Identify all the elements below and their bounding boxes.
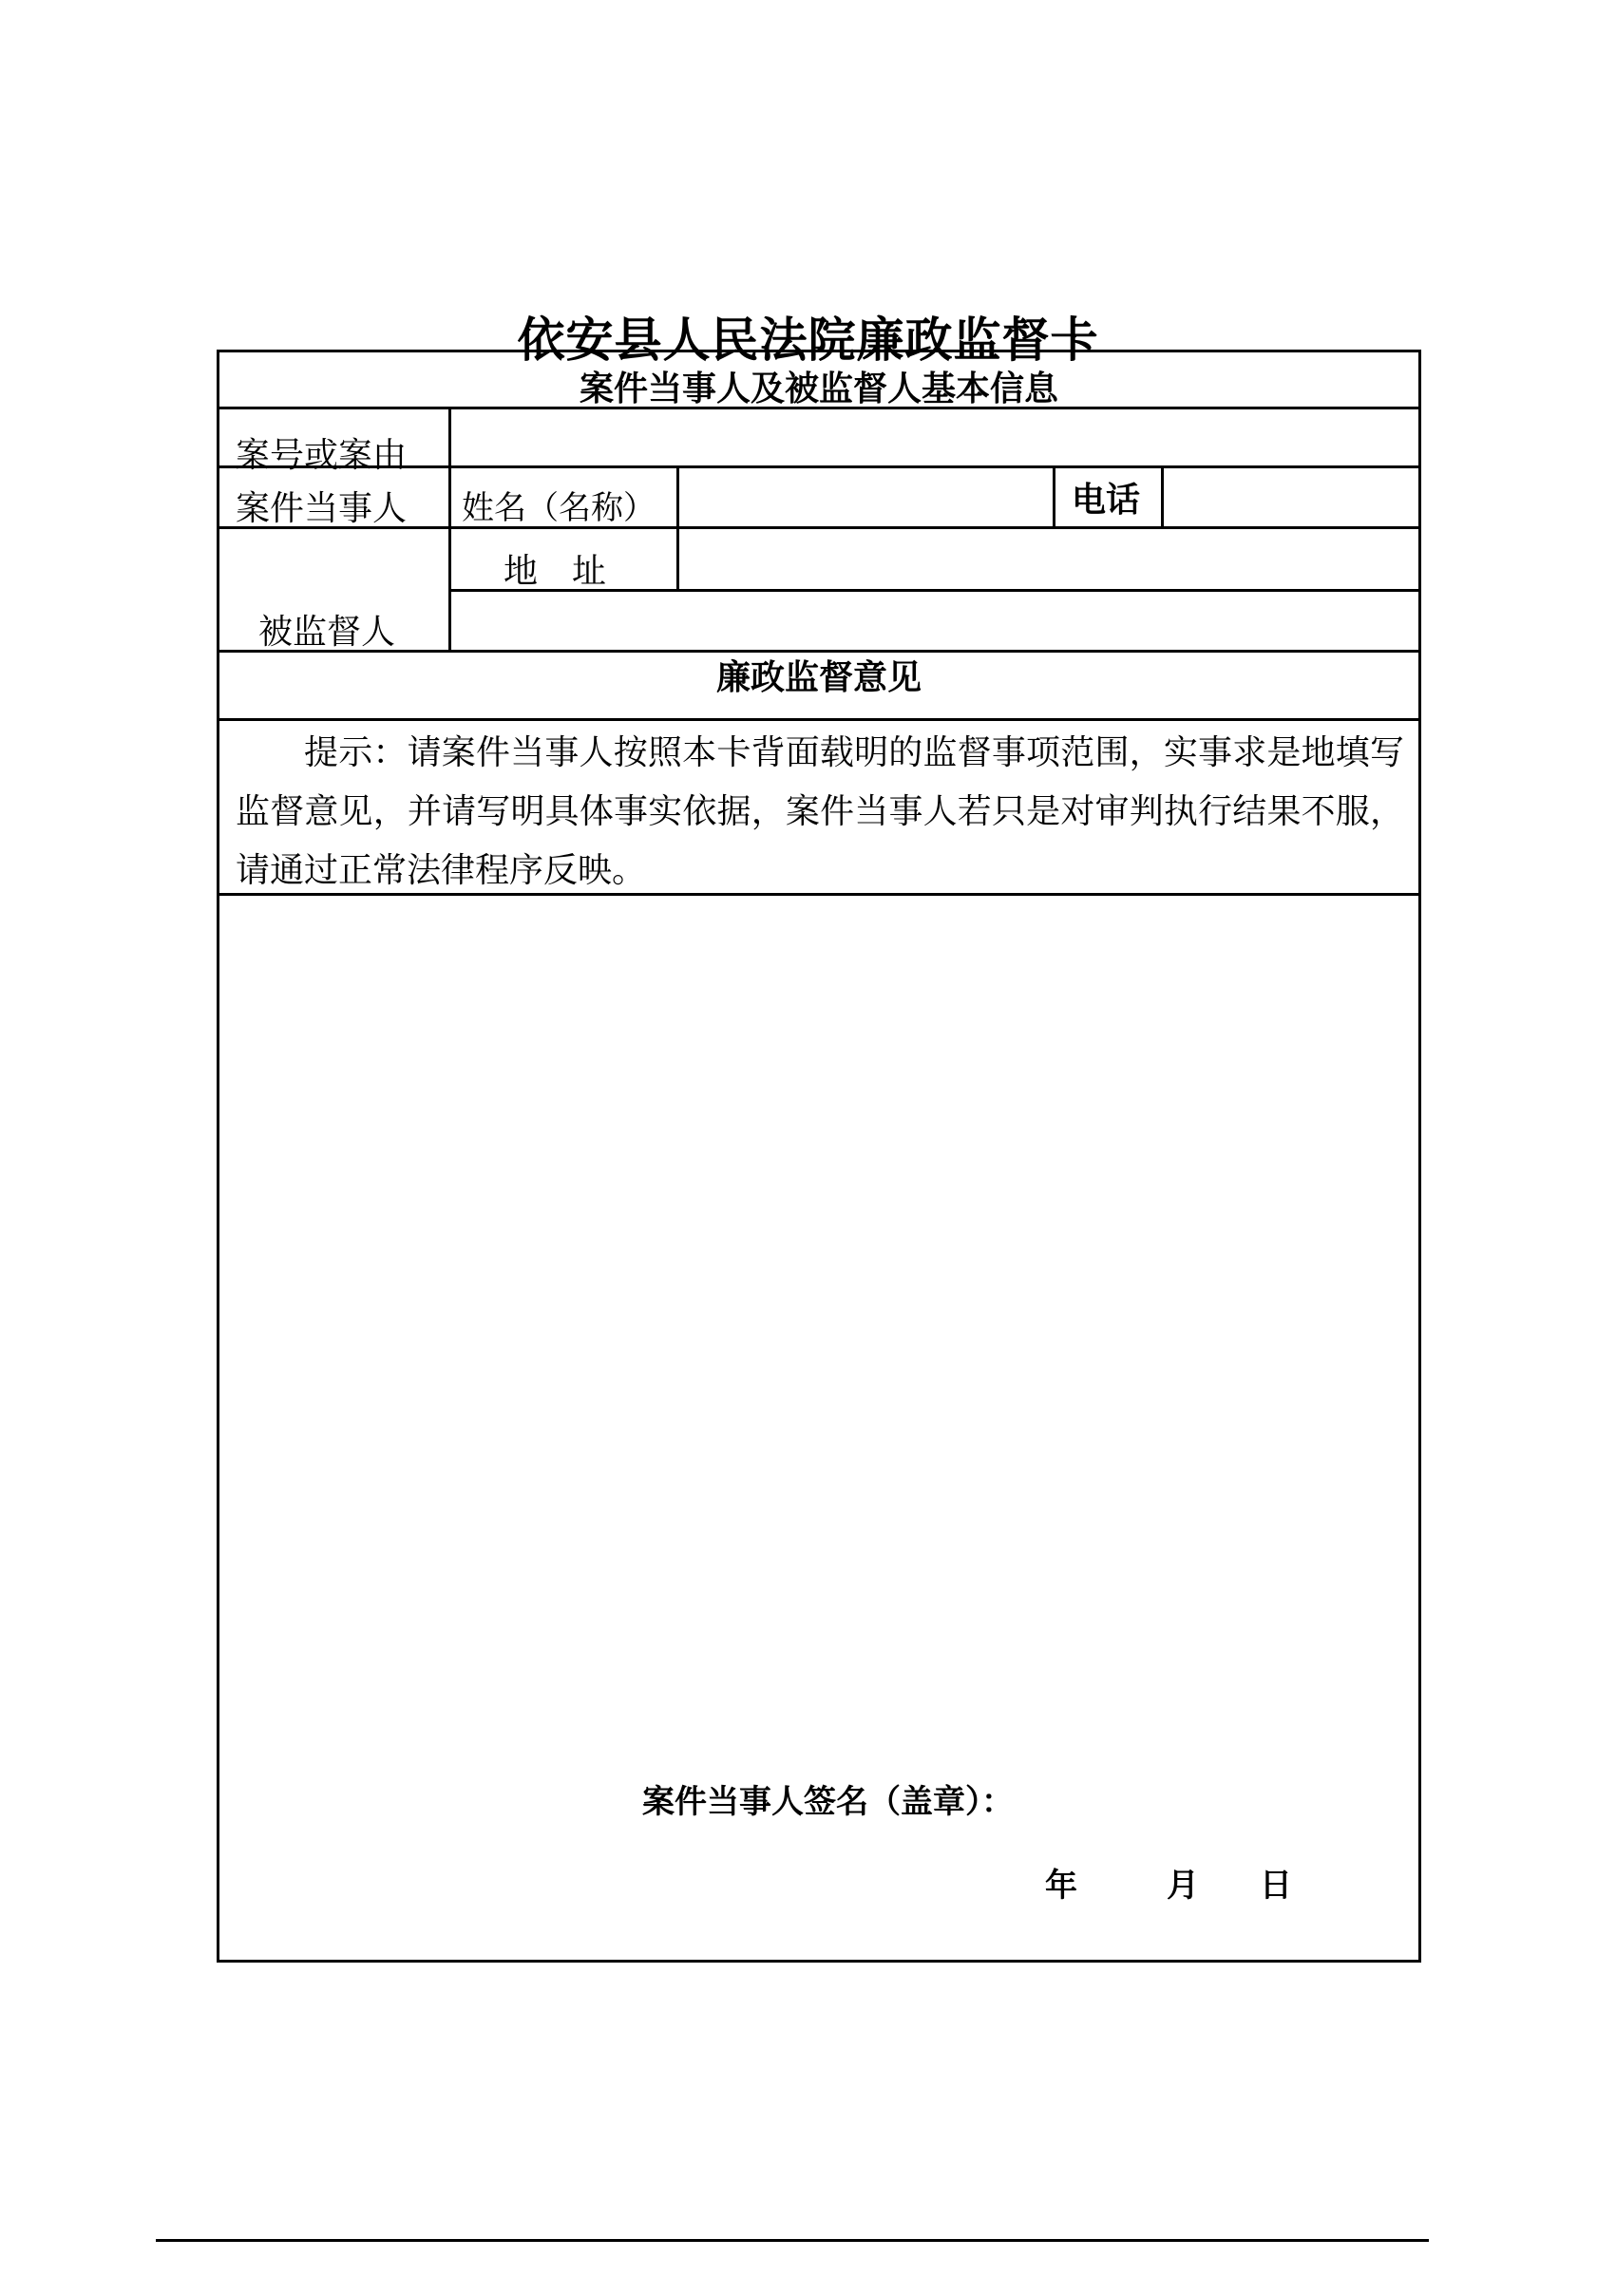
date-year-label: 年 xyxy=(1045,1867,1077,1905)
opinion-heading: 廉政监督意见 xyxy=(715,658,922,697)
table-divider xyxy=(448,407,451,650)
phone-label: 电话 xyxy=(1072,480,1141,520)
opinion-content-area[interactable] xyxy=(236,912,1404,1729)
page-bottom-rule xyxy=(156,2239,1429,2242)
party-label: 案件当事人 xyxy=(236,489,408,528)
notice-text: 提示：请案件当事人按照本卡背面载明的监督事项范围，实事求是地填写监督意见，并请写明具体事实依据，案件当事人若只是对审判执行结果不服，请通过正常法律程序反映。 xyxy=(236,733,1404,890)
case-number-label: 案号或案由 xyxy=(236,436,408,475)
address-label: 地 址 xyxy=(504,552,607,591)
case-number-field[interactable] xyxy=(456,439,1414,473)
address-field[interactable] xyxy=(684,555,1414,589)
phone-field[interactable] xyxy=(1169,492,1414,526)
name-field[interactable] xyxy=(684,492,1045,526)
supervised-label: 被监督人 xyxy=(258,613,396,652)
table-divider xyxy=(1053,465,1055,526)
table-divider xyxy=(1161,465,1164,526)
name-label: 姓名（名称） xyxy=(462,489,656,527)
signature-label: 案件当事人签名（盖章）： xyxy=(642,1783,1014,1821)
basic-info-heading: 案件当事人及被监督人基本信息 xyxy=(579,370,1058,408)
page-title: 依安县人民法院廉政监督卡 xyxy=(517,313,1099,368)
supervised-field[interactable] xyxy=(456,616,1414,650)
table-divider xyxy=(217,718,1421,721)
date-day-label: 日 xyxy=(1260,1867,1292,1905)
table-divider xyxy=(217,650,1421,653)
date-month-label: 月 xyxy=(1167,1867,1199,1905)
table-divider xyxy=(676,465,679,589)
